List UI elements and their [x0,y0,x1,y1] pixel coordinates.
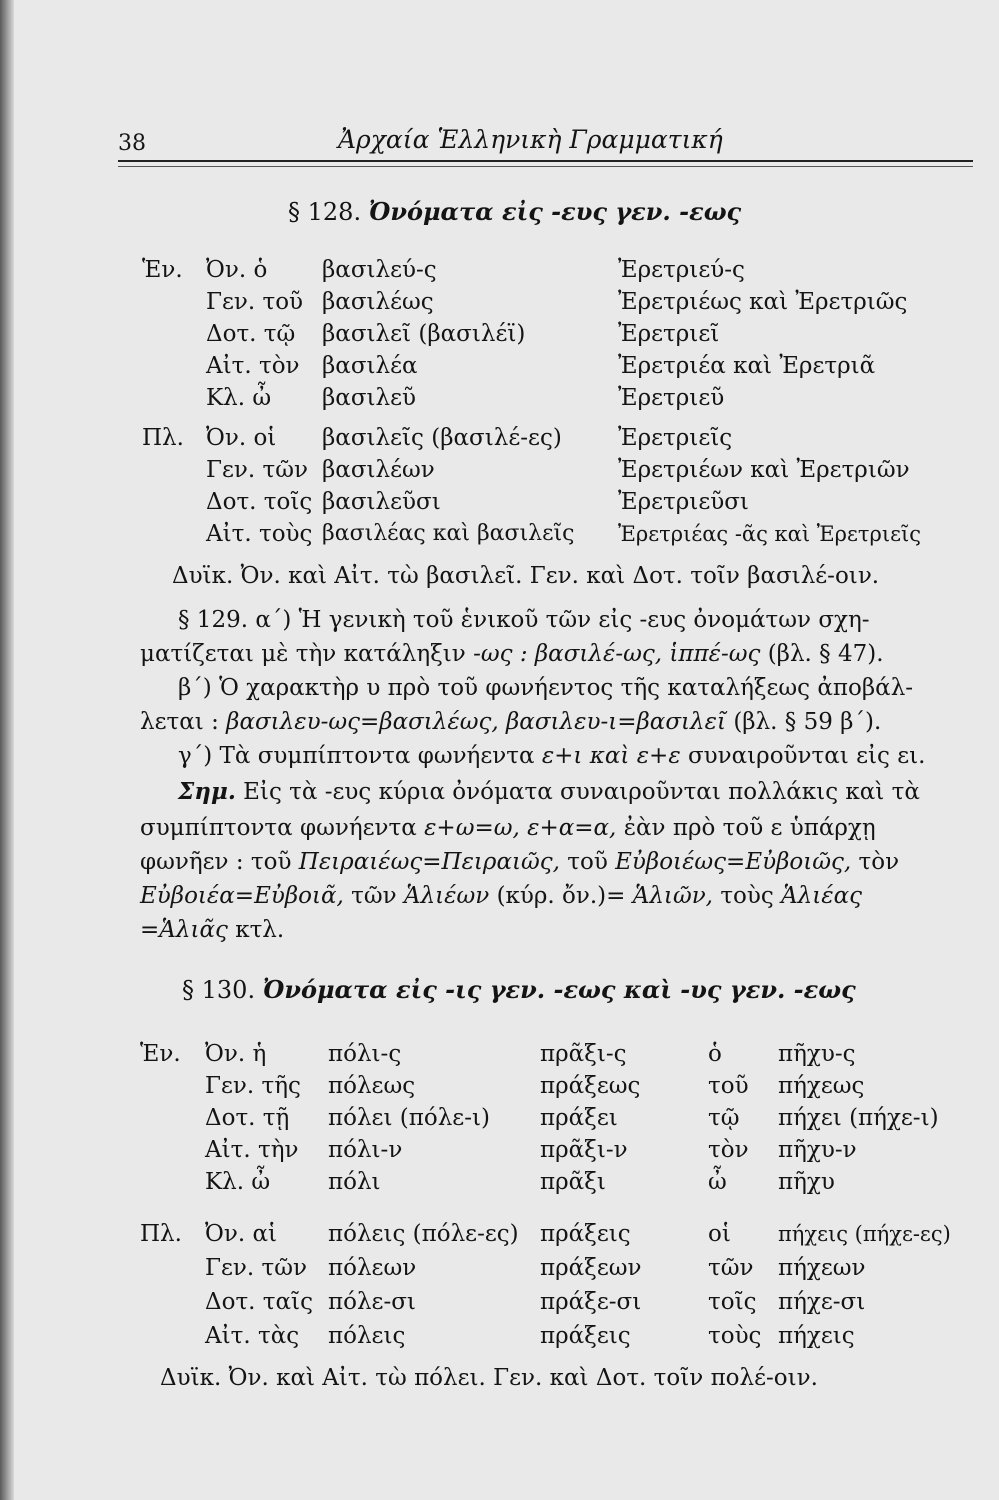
form-praxis: πράξεων [540,1255,642,1281]
article: ὁ [708,1041,722,1067]
example: =Ἁλιᾶς [140,917,228,943]
note-line5 [140,916,284,944]
form-pechys: πήχε-σι [778,1289,866,1315]
section-number: § 129. [178,607,249,633]
page-left-edge [0,0,14,1500]
form-polis: πόλε-σι [328,1289,416,1315]
reference: (βλ. § 59 β´). [733,709,882,735]
form-basileus: βασιλεῖ (βασιλέϊ) [322,321,526,347]
form-polis: πόλεως [328,1073,416,1099]
article: τοῦ [708,1073,749,1099]
section-129-b-line2 [140,708,881,736]
form-polis: πόλι-ς [328,1041,402,1067]
paragraph-text: συμπίπτοντα φωνήεντα [140,815,417,841]
paragraph-text: Εἰς τὰ -ευς κύρια ὀνόματα συναιροῦνται πολλάκις καὶ τὰ [243,779,920,805]
note-line3 [140,848,899,876]
case-label: Γεν. τοῦ [206,289,304,315]
header-rule-thin [118,166,973,167]
case-label: Γεν. τῆς [205,1073,301,1099]
case-label: Δοτ. ταῖς [205,1289,313,1315]
example: Εὐβοιέως=Εὐβοιῶς, [615,849,852,875]
form-basileus: βασιλέων [322,457,435,483]
form-praxis: πράξεις [540,1323,631,1349]
example: Πειραιέως=Πειραιῶς, [298,849,560,875]
reference: (βλ. § 47). [767,641,884,667]
form-eretrieus: Ἐρετριεῖς [618,425,733,451]
dual-line: Δυϊκ. Ὀν. καὶ Αἰτ. τὼ πόλει. Γεν. καὶ Δοτ. τοῖν πολέ-οιν. [160,1365,818,1391]
case-label: Κλ. ὦ [205,1169,271,1195]
paragraph-text: τῶν [351,883,397,909]
case-label: Αἰτ. τὸν [206,353,300,379]
section-number: § 130. [182,976,256,1004]
paragraph-text: ματίζεται μὲ τὴν κατάληξιν [140,641,466,667]
paragraph-text: τοὺς [720,883,774,909]
paragraph-text: τοῦ [567,849,608,875]
formula: ε+ι καὶ ε+ε [541,743,681,769]
case-label: Αἰτ. τοὺς [206,521,313,547]
paragraph-text: τὸν [858,849,900,875]
page-number: 38 [118,131,146,156]
form-pechys: πῆχυ [778,1169,835,1195]
paragraph-text: λεται : [140,709,219,735]
section-130-heading [182,976,856,1004]
case-label: Κλ. ὦ [206,385,272,411]
section-title: Ὀνόματα εἰς -ις γεν. -εως καὶ -υς γεν. -εως [262,975,856,1004]
paragraph-text: φωνῆεν : τοῦ [140,849,292,875]
example: Ἁλιέας [781,883,863,909]
form-polis: πόλεων [328,1255,417,1281]
running-title: Ἀρχαία Ἑλληνικὴ Γραμματική [338,125,723,154]
form-polis: πόλι [328,1169,381,1195]
form-basileus: βασιλέως [322,289,434,315]
form-eretrieus: Ἐρετριέας -ᾶς καὶ Ἐρετριεῖς [618,522,921,546]
form-praxis: πράξει [540,1105,618,1131]
section-title: Ὀνόματα εἰς -ευς γεν. -εως [368,197,742,226]
example: Εὐβοιέα=Εὐβοιᾶ, [140,883,344,909]
form-polis: πόλεις (πόλε-ες) [328,1221,519,1247]
form-basileus: βασιλεῖς (βασιλέ-ες) [322,425,562,451]
form-pechys: πήχεως [778,1073,865,1099]
section-129-b-line1: β´) Ὁ χαρακτὴρ υ πρὸ τοῦ φωνήεντος τῆς καταλήξεως ἀποβάλ- [178,675,914,701]
case-label: Γεν. τῶν [205,1255,307,1281]
ending: -ως : [473,641,528,667]
paragraph-text: κτλ. [235,917,285,943]
case-label: Ὀν. ὁ [206,257,268,283]
examples: βασιλέ-ως, ἱππέ-ως [534,641,761,667]
examples: βασιλευ-ως=βασιλέως, βασιλευ-ι=βασιλεῖ [226,709,726,735]
form-praxis: πρᾶξι-ν [540,1137,628,1163]
case-label: Δοτ. τῇ [205,1105,290,1131]
paragraph-text: γ´) Τὰ συμπίπτοντα φωνήεντα [178,743,535,769]
case-label: Γεν. τῶν [206,457,308,483]
case-label: Ὀν. αἱ [205,1221,278,1247]
form-pechys: πῆχυ-ν [778,1137,857,1163]
form-eretrieus: Ἐρετριεῦσι [618,489,749,515]
article: οἱ [708,1221,731,1247]
paragraph-text: α´) Ἡ γενικὴ τοῦ ἑνικοῦ τῶν εἰς -ευς ὀνομάτων σχη- [255,607,870,633]
section-128-heading [288,198,741,226]
form-pechys: πῆχυ-ς [778,1041,856,1067]
example: Ἁλιῶν, [632,883,713,909]
case-label: Αἰτ. τὰς [205,1323,300,1349]
singular-label: Ἑν. [140,1041,181,1067]
article: τὸν [708,1137,749,1163]
form-eretrieus: Ἐρετριεύ-ς [618,257,745,283]
form-basileus: βασιλεῦσι [322,489,441,515]
form-polis: πόλεις [328,1323,406,1349]
form-pechys: πήχει (πήχε-ι) [778,1105,939,1131]
article: τοῖς [708,1289,757,1315]
case-label: Αἰτ. τὴν [205,1137,299,1163]
plural-label: Πλ. [140,1221,182,1247]
section-129-c [178,742,925,770]
paragraph-text: ἐὰν πρὸ τοῦ ε ὑπάρχῃ [623,815,876,841]
note-line4 [140,882,862,910]
paragraph-text: συναιροῦνται εἰς ει. [687,743,926,769]
case-label: Δοτ. τῷ [206,321,296,347]
form-eretrieus: Ἐρετριεῖ [618,321,720,347]
case-label: Δοτ. τοῖς [206,489,313,515]
section-number: § 128. [288,198,362,226]
case-label: Ὀν. οἱ [206,425,277,451]
form-polis: πόλι-ν [328,1137,403,1163]
form-praxis: πρᾶξι-ς [540,1041,627,1067]
note-line2 [140,814,876,842]
dual-line: Δυϊκ. Ὀν. καὶ Αἰτ. τὼ βασιλεῖ. Γεν. καὶ Δοτ. τοῖν βασιλέ-οιν. [172,563,880,589]
article: τῶν [708,1255,754,1281]
form-pechys: πήχεις [778,1323,855,1349]
form-basileus: βασιλεῦ [322,385,417,411]
case-label: Ὀν. ἡ [205,1041,267,1067]
form-polis: πόλει (πόλε-ι) [328,1105,490,1131]
plural-label: Πλ. [142,425,184,451]
singular-label: Ἑν. [142,257,183,283]
section-129-a-line1 [178,606,870,634]
form-basileus: βασιλεύ-ς [322,257,437,283]
form-pechys: πήχεων [778,1255,866,1281]
article: τῷ [708,1105,740,1131]
form-pechys: πήχεις (πήχε-ες) [778,1222,951,1246]
form-eretrieus: Ἐρετριέων καὶ Ἐρετριῶν [618,457,910,483]
form-praxis: πρᾶξι [540,1169,606,1195]
note-label: Σημ. [178,778,236,805]
article: ὦ [708,1169,727,1195]
form-praxis: πράξεως [540,1073,641,1099]
paragraph-text: (κύρ. ὄν.)= [496,883,626,909]
formula: ε+ω=ω, ε+α=α, [424,815,617,841]
example: Ἁλιέων [403,883,490,909]
form-basileus: βασιλέας καὶ βασιλεῖς [322,521,575,546]
header-rule [118,160,973,162]
form-basileus: βασιλέα [322,353,418,379]
form-eretrieus: Ἐρετριέως καὶ Ἐρετριῶς [618,289,908,315]
form-eretrieus: Ἐρετριέα καὶ Ἐρετριᾶ [618,353,876,379]
article: τοὺς [708,1323,762,1349]
form-praxis: πράξεις [540,1221,631,1247]
form-praxis: πράξε-σι [540,1289,642,1315]
form-eretrieus: Ἐρετριεῦ [618,385,725,411]
note-line1 [178,778,920,806]
section-129-a-line2 [140,640,884,668]
